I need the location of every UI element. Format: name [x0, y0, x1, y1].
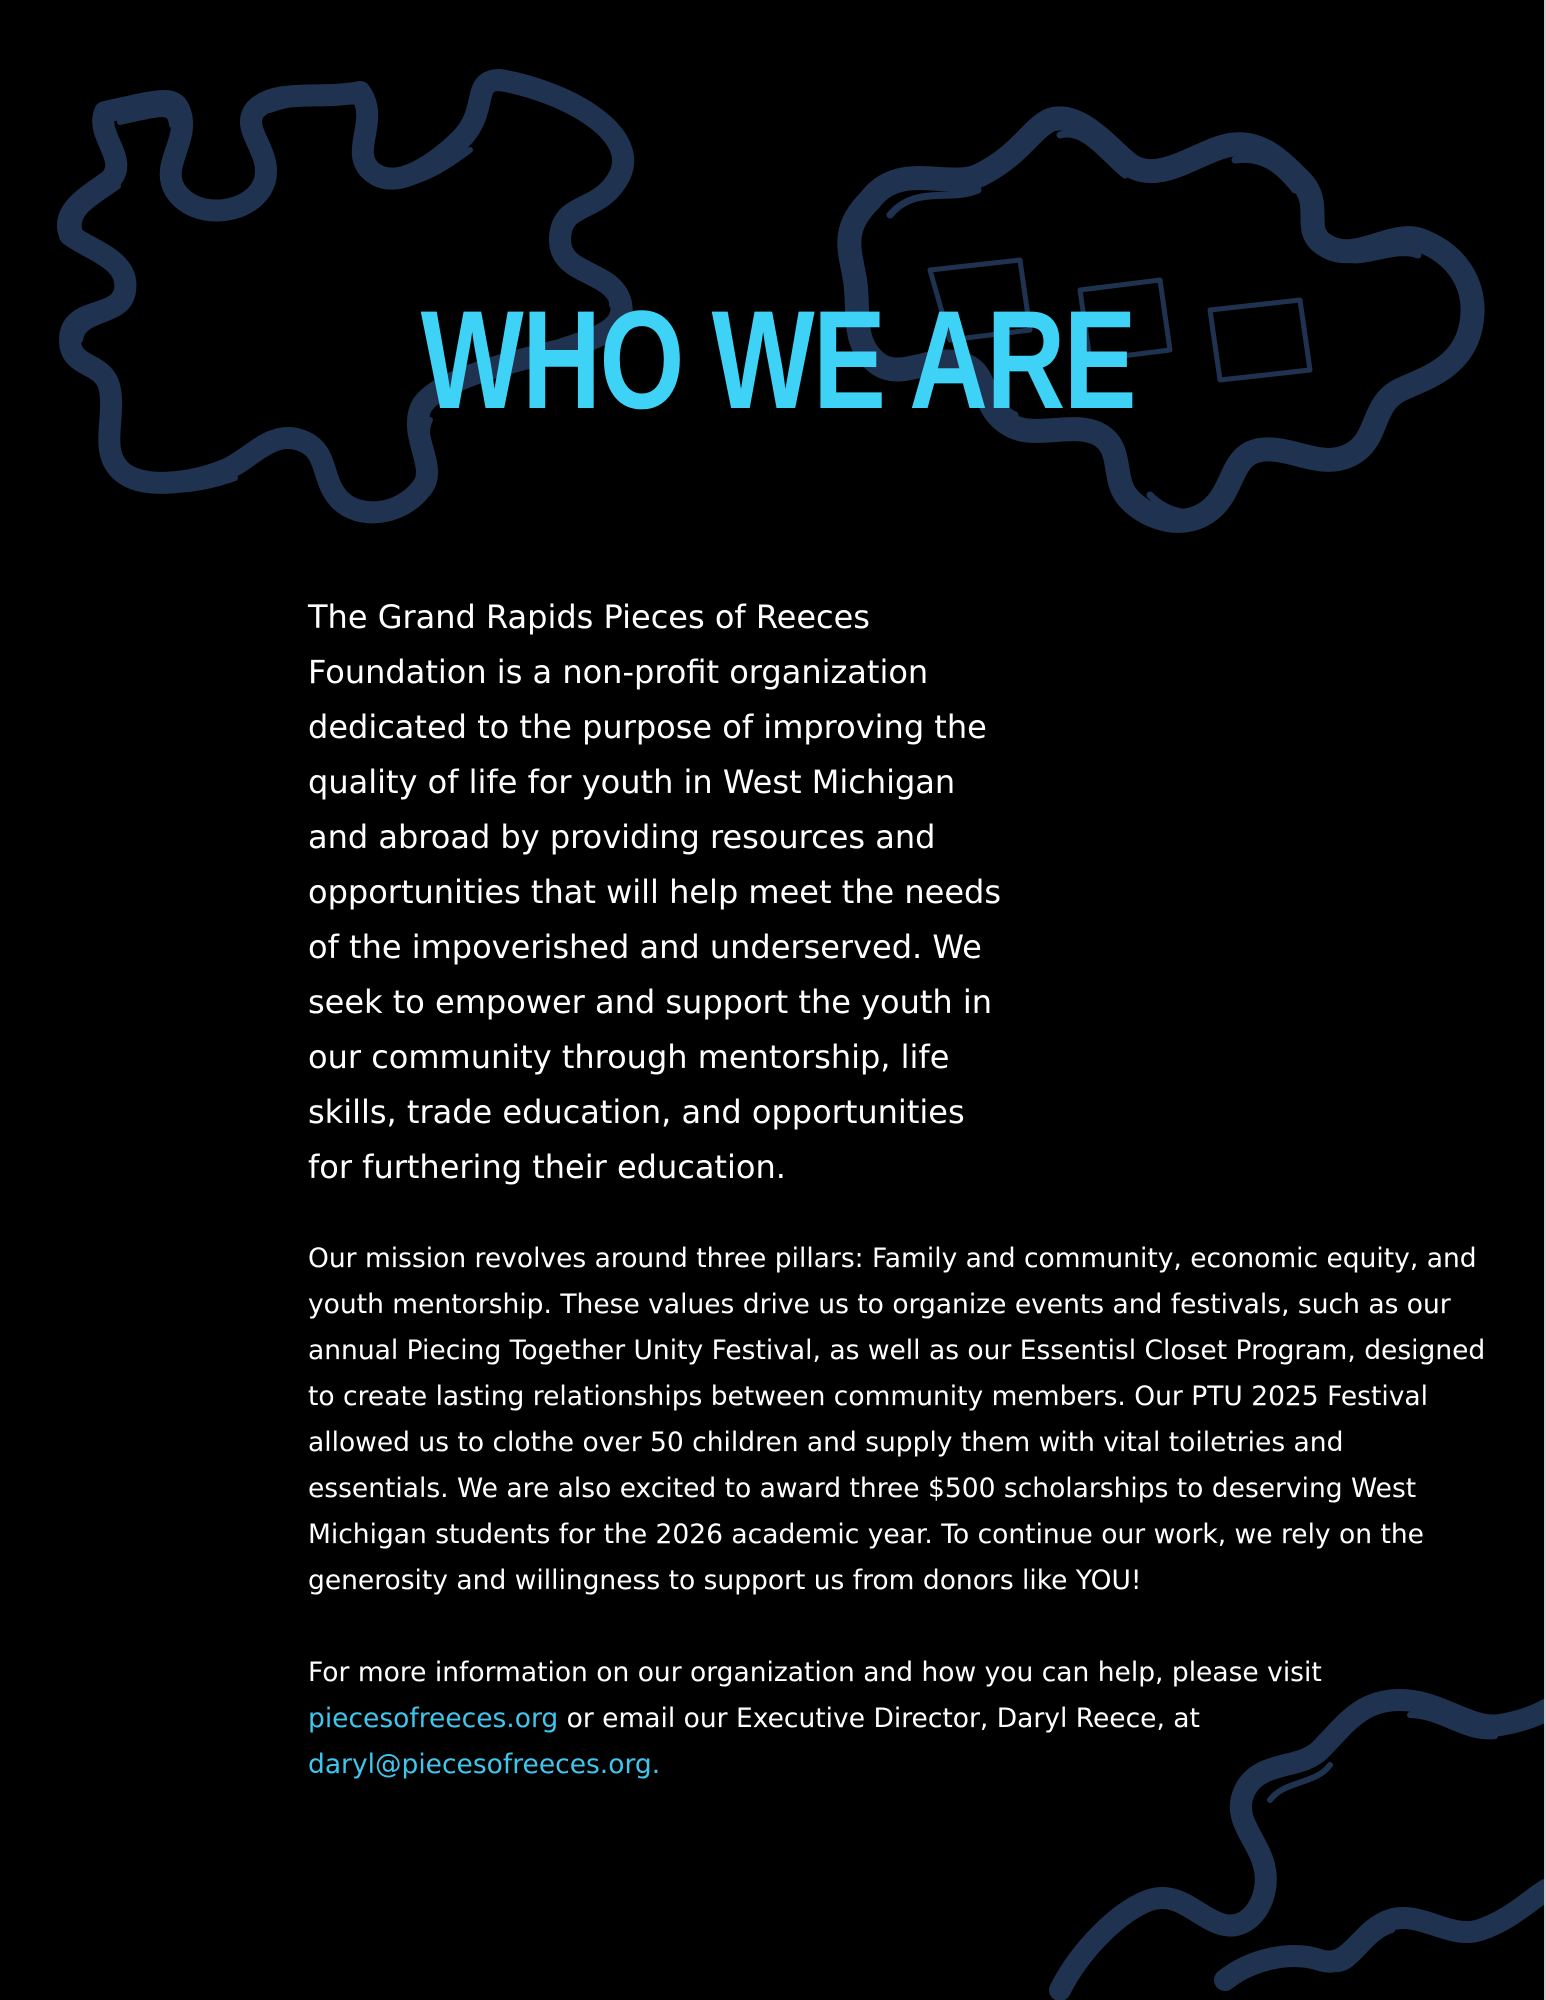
- intro-paragraph: The Grand Rapids Pieces of Reeces Foundation is a non-profit organization dedicated to the purpose of improving the quality of life for youth in West Michigan and abroad by providing resources and opportunities that will help meet the needs of the impoverished and underserved. We seek to empower and support the youth in our community through mentorship, life skills, trade education, and opportunities for furthering their education.: [308, 598, 1002, 1186]
- mission-paragraph: Our mission revolves around three pillars: Family and community, economic equity, and youth mentorship. These values drive us to organize events and festivals, such as our annual Piecing Together Unity Festival, as well as our Essentisl Closet Program, designed to create lasting relationships between community members. Our PTU 2025 Festival allowed us to clothe over 50 children and supply them with vital toiletries and essentials. We are also excited to award three $500 scholarships to deserving West Michigan students for the 2026 academic year. To continue our work, we rely on the generosity and willingness to support us from donors like YOU!: [308, 1243, 1486, 1596]
- contact-paragraph: [308, 1650, 1488, 1788]
- website-link[interactable]: piecesofreeces.org: [308, 1703, 559, 1734]
- contact-middle-text: or email our Executive Director, Daryl Reece, at: [566, 1703, 1200, 1734]
- email-link[interactable]: daryl@piecesofreeces.org.: [308, 1749, 661, 1780]
- contact-lead-text: For more information on our organization and how you can help, please visit: [308, 1657, 1322, 1688]
- page-title: WHO WE ARE: [420, 281, 1136, 438]
